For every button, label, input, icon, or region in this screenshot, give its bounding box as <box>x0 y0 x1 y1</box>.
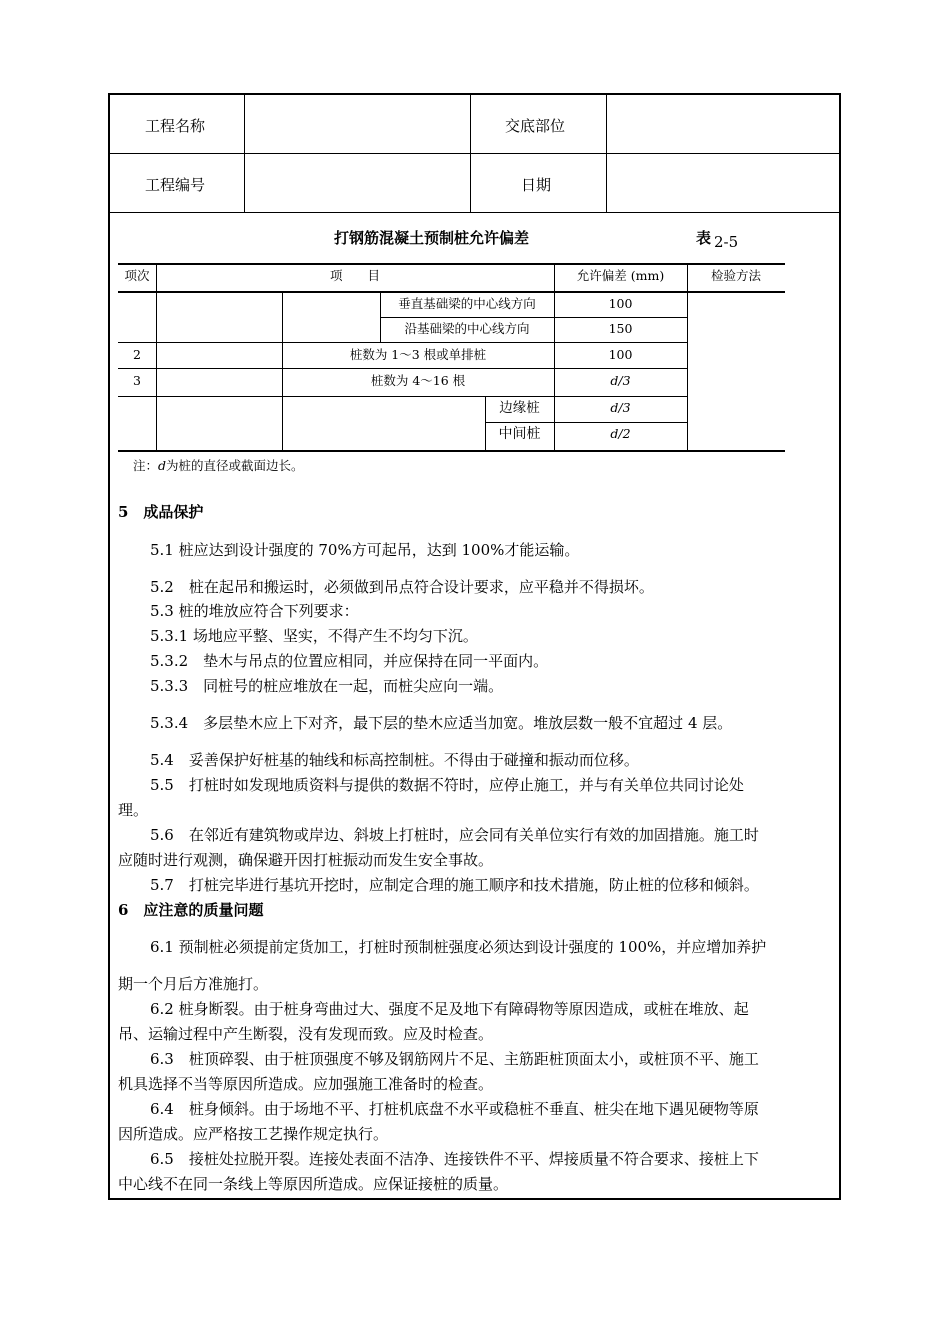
project-no-label: 工程编号 <box>145 176 206 194</box>
date-label: 日期 <box>521 176 552 194</box>
row-line-5 <box>485 422 687 423</box>
row-5-tol: d/3 <box>610 400 631 415</box>
row-4-desc: 桩数为 4～16 根 <box>370 373 466 388</box>
para-6-4-line1: 6.4 桩身倾斜。由于场地不平、打桩机底盘不水平或稳桩不垂直、桩尖在地下遇见硬物等原 <box>150 1100 759 1118</box>
row-3-tol: 100 <box>608 347 633 362</box>
row-line-2 <box>118 342 687 343</box>
para-5-3-2: 5.3.2 垫木与吊点的位置应相同，并应保持在同一平面内。 <box>150 652 549 670</box>
table-number-prefix: 表 <box>696 229 712 247</box>
row-line-3 <box>118 368 687 369</box>
table-title: 打钢筋混凝土预制桩允许偏差 <box>334 229 530 247</box>
row-6-desc: 中间桩 <box>498 426 541 442</box>
header-row-divider <box>109 153 840 154</box>
col-line-method <box>687 264 688 451</box>
row-4-item: 3 <box>133 373 141 388</box>
para-6-4-line2: 因所造成。应严格按工艺操作规定执行。 <box>118 1125 389 1143</box>
header-col-divider-3 <box>606 94 607 212</box>
table-top-border <box>118 263 785 265</box>
header-col-divider-1 <box>244 94 245 212</box>
para-5-3: 5.3 桩的堆放应符合下列要求： <box>150 602 359 620</box>
para-5-6-line2: 应随时进行观测，确保避开因打桩振动而发生安全事故。 <box>118 851 494 869</box>
note-text: 为桩的直径或截面边长。 <box>166 458 304 473</box>
para-5-3-4: 5.3.4 多层垫木应上下对齐，最下层的垫木应适当加宽。堆放层数一般不宜超过 4 层。 <box>150 714 733 732</box>
table-header-divider <box>118 291 785 293</box>
note-prefix: 注： <box>133 458 159 473</box>
section-5-heading: 5 成品保护 <box>118 503 204 521</box>
row-line-1 <box>380 317 687 318</box>
para-5-2: 5.2 桩在起吊和搬运时，必须做到吊点符合设计要求，应平稳并不得损坏。 <box>150 578 654 596</box>
col-header-item: 项次 <box>124 268 150 283</box>
project-name-value[interactable] <box>246 96 468 152</box>
para-5-3-1: 5.3.1 场地应平整、坚实，不得产生不均匀下沉。 <box>150 627 478 645</box>
row-1-desc: 垂直基础梁的中心线方向 <box>398 296 536 311</box>
para-6-1-line1: 6.1 预制桩必须提前定货加工，打桩时预制桩强度必须达到设计强度的 100%，并应增加养护 <box>150 938 767 956</box>
col-header-method: 检验方法 <box>710 268 761 283</box>
table-bottom-border <box>118 450 785 452</box>
header-bottom-border <box>109 212 840 213</box>
para-5-6-line1: 5.6 在邻近有建筑物或岸边、斜坡上打桩时，应会同有关单位实行有效的加固措施。施工时 <box>150 826 759 844</box>
disclosure-part-label: 交底部位 <box>505 117 566 135</box>
para-6-3-line2: 机具选择不当等原因所造成。应加强施工准备时的检查。 <box>118 1075 494 1093</box>
row-5-desc: 边缘桩 <box>499 400 540 416</box>
note-variable: d <box>158 458 167 473</box>
col-line-item <box>156 264 157 451</box>
project-no-value[interactable] <box>246 155 468 211</box>
para-5-5-line2: 理。 <box>118 801 149 819</box>
para-6-2-line2: 吊、运输过程中产生断裂，没有发现而致。应及时检查。 <box>118 1025 494 1043</box>
col-header-tolerance: 允许偏差 (mm) <box>576 268 665 283</box>
para-6-3-line1: 6.3 桩顶碎裂、由于桩顶强度不够及钢筋网片不足、主筋距桩顶面太小，或桩顶不平、施工 <box>150 1050 759 1068</box>
para-5-5-line1: 5.5 打桩时如发现地质资料与提供的数据不符时，应停止施工，并与有关单位共同讨论处 <box>150 776 744 794</box>
header-col-divider-2 <box>470 94 471 212</box>
table-number: 2-5 <box>714 233 739 251</box>
row-6-tol: d/2 <box>610 426 631 441</box>
date-value[interactable] <box>608 155 838 211</box>
col-header-project: 项 目 <box>329 268 380 283</box>
row-2-tol: 150 <box>608 321 633 336</box>
para-6-2-line1: 6.2 桩身断裂。由于桩身弯曲过大、强度不足及地下有障碍物等原因造成，或桩在堆放、起 <box>150 1000 749 1018</box>
para-5-4: 5.4 妥善保护好桩基的轴线和标高控制桩。不得由于碰撞和振动而位移。 <box>150 751 639 769</box>
row-2-desc: 沿基础梁的中心线方向 <box>404 321 530 336</box>
para-6-5-line1: 6.5 接桩处拉脱开裂。连接处表面不洁净、连接铁件不平、焊接质量不符合要求、接桩上下 <box>150 1150 759 1168</box>
row-1-tol: 100 <box>608 296 633 311</box>
row-line-4 <box>118 396 687 397</box>
para-5-3-3: 5.3.3 同桩号的桩应堆放在一起，而桩尖应向一端。 <box>150 677 504 695</box>
para-6-5-line2: 中心线不在同一条线上等原因所造成。应保证接桩的质量。 <box>118 1175 509 1193</box>
row-3-item: 2 <box>133 347 141 362</box>
row-4-tol: d/3 <box>610 373 631 388</box>
col-line-sub1 <box>282 292 283 451</box>
table-note <box>133 456 304 474</box>
para-5-1: 5.1 桩应达到设计强度的 70%方可起吊，达到 100%才能运输。 <box>150 541 580 559</box>
row-3-desc: 桩数为 1～3 根或单排桩 <box>349 347 487 362</box>
section-6-heading: 6 应注意的质量问题 <box>118 901 264 919</box>
project-name-label: 工程名称 <box>145 117 206 135</box>
para-6-1-line2: 期一个月后方准施打。 <box>118 975 269 993</box>
para-5-7: 5.7 打桩完毕进行基坑开挖时，应制定合理的施工顺序和技术措施，防止桩的位移和倾斜。 <box>150 876 759 894</box>
disclosure-part-value[interactable] <box>608 96 838 152</box>
